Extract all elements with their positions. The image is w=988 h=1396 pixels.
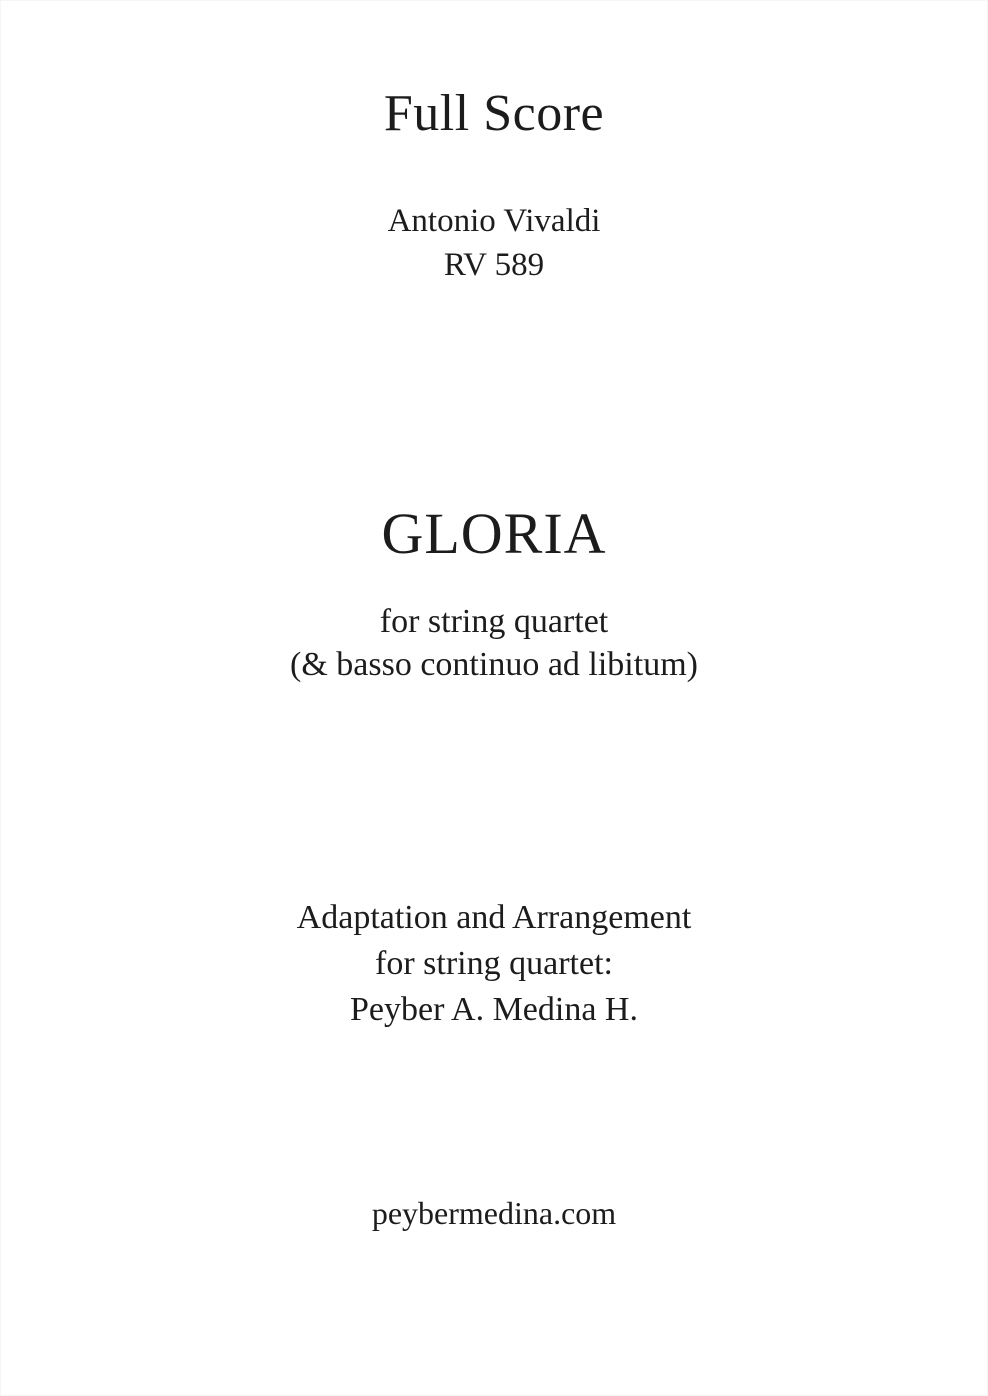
composer-name: Antonio Vivaldi — [387, 203, 601, 239]
arranger-name: Peyber A. Medina H. — [349, 991, 638, 1029]
arrangement-block — [0, 895, 988, 1034]
website-text: peybermedina.com — [371, 1195, 617, 1231]
subtitle-line-1: for string quartet — [379, 603, 609, 640]
subtitle-line-2: (& basso continuo ad libitum) — [290, 646, 698, 684]
arrangement-line-1: Adaptation and Arrangement — [296, 899, 692, 936]
arrangement-line-2: for string quartet: — [375, 945, 613, 983]
composer-block — [0, 200, 988, 288]
page-title: Full Score — [383, 85, 605, 142]
work-title: GLORIA — [381, 501, 607, 566]
catalog-number: RV 589 — [443, 246, 545, 283]
subtitle-block — [0, 600, 988, 686]
